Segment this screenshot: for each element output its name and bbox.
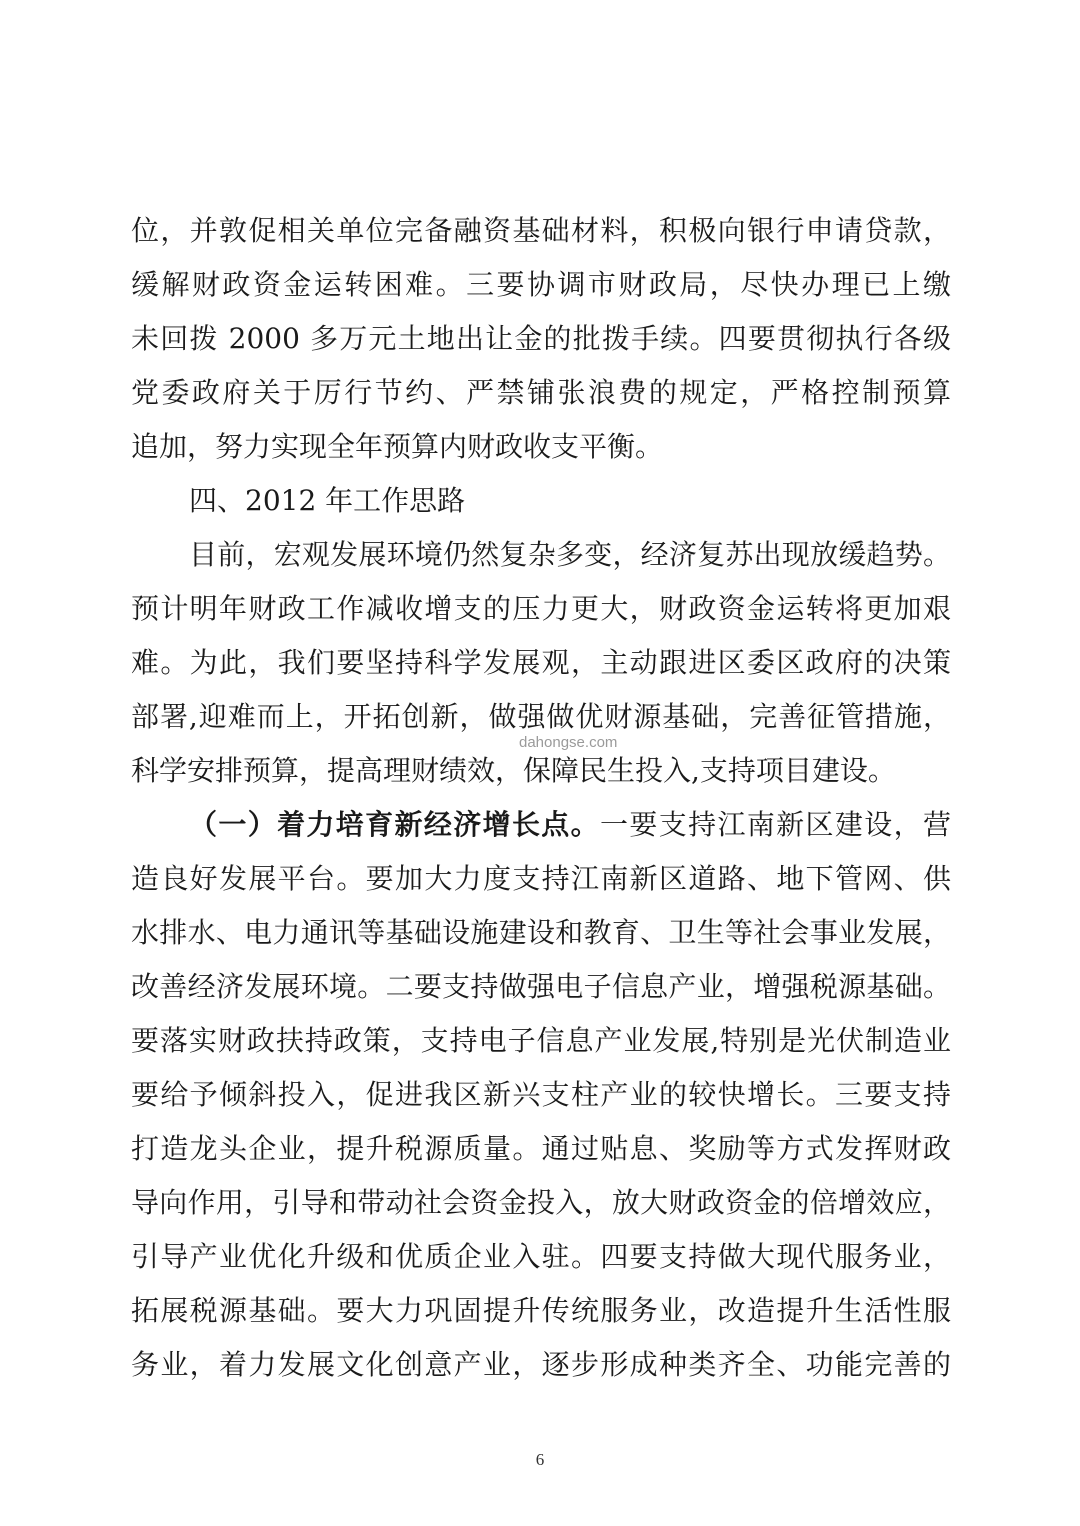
body-text-line: 未回拨 2000 多万元土地出让金的批拨手续。四要贯彻执行各级 xyxy=(131,322,951,355)
body-text-line: 部署,迎难而上，开拓创新，做强做优财源基础，完善征管措施， xyxy=(131,700,951,733)
body-text-line: 导向作用，引导和带动社会资金投入，放大财政资金的倍增效应， xyxy=(131,1186,951,1219)
body-text-line: 引导产业优化升级和优质企业入驻。四要支持做大现代服务业， xyxy=(131,1240,951,1273)
body-text-line: 造良好发展平台。要加大力度支持江南新区道路、地下管网、供 xyxy=(131,862,951,895)
body-text-line: 目前，宏观发展环境仍然复杂多变，经济复苏出现放缓趋势。 xyxy=(189,538,951,571)
body-text-line: 改善经济发展环境。二要支持做强电子信息产业，增强税源基础。 xyxy=(131,970,951,1003)
subsection-line xyxy=(189,805,951,845)
body-text-line: 拓展税源基础。要大力巩固提升传统服务业，改造提升生活性服 xyxy=(131,1294,951,1327)
body-text-line: 水排水、电力通讯等基础设施建设和教育、卫生等社会事业发展， xyxy=(131,916,951,949)
body-text-line: 要给予倾斜投入，促进我区新兴支柱产业的较快增长。三要支持 xyxy=(131,1078,951,1111)
body-text-line: 务业，着力发展文化创意产业，逐步形成种类齐全、功能完善的 xyxy=(131,1348,951,1381)
body-text-line: 预计明年财政工作减收增支的压力更大，财政资金运转将更加艰 xyxy=(131,592,951,625)
body-text-line: 位，并敦促相关单位完备融资基础材料，积极向银行申请贷款， xyxy=(131,214,951,247)
section-heading: 四、2012 年工作思路 xyxy=(189,484,466,517)
watermark: dahongse.com xyxy=(519,734,618,751)
subsection-text: 一要支持江南新区建设，营 xyxy=(600,808,951,841)
body-text-line: 缓解财政资金运转困难。三要协调市财政局，尽快办理已上缴 xyxy=(131,268,951,301)
subsection-heading: （一）着力培育新经济增长点。 xyxy=(189,808,601,841)
body-text-line: 追加，努力实现全年预算内财政收支平衡。 xyxy=(131,430,664,463)
body-text-line: 打造龙头企业，提升税源质量。通过贴息、奖励等方式发挥财政 xyxy=(131,1132,951,1165)
body-text-line: 科学安排预算，提高理财绩效，保障民生投入,支持项目建设。 xyxy=(131,754,896,787)
body-text-line: 要落实财政扶持政策，支持电子信息产业发展,特别是光伏制造业 xyxy=(131,1024,951,1057)
page-number: 6 xyxy=(535,1450,545,1469)
body-text-line: 难。为此，我们要坚持科学发展观，主动跟进区委区政府的决策 xyxy=(131,646,951,679)
body-text-line: 党委政府关于厉行节约、严禁铺张浪费的规定，严格控制预算 xyxy=(131,376,951,409)
